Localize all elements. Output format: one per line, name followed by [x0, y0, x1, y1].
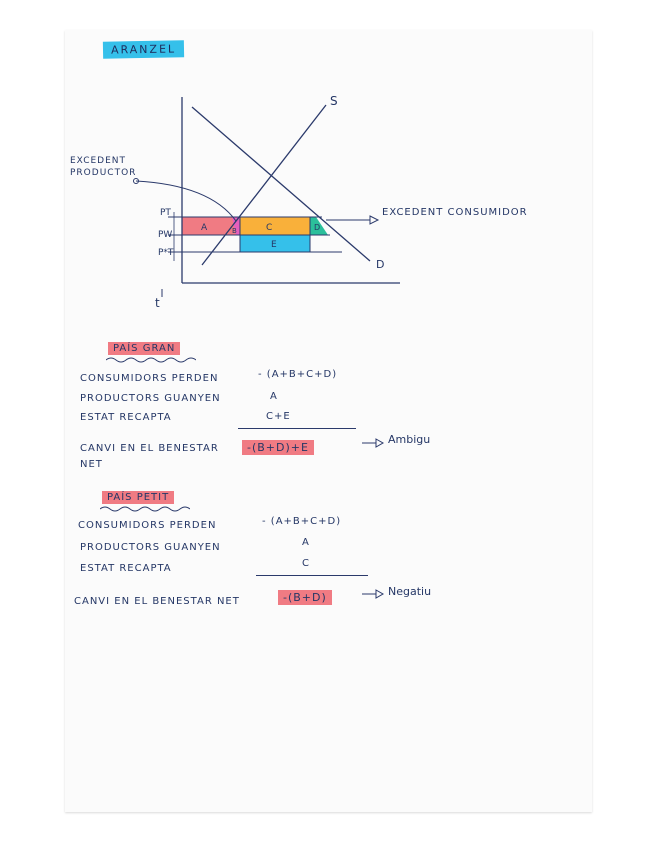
gran-net-note: Ambigu [388, 433, 431, 446]
petit-row-2-label: PRODUCTORS GUANYEN [80, 542, 221, 553]
label-d: D [314, 223, 321, 232]
petit-row-3-value: C [302, 558, 310, 569]
pais-petit-heading: PAÍS PETIT [102, 492, 174, 503]
petit-net-note: Negatiu [388, 585, 432, 598]
gran-row-2-label: PRODUCTORS GUANYEN [80, 393, 221, 404]
squiggle [106, 357, 196, 363]
gran-net-label: CANVI EN EL BENESTAR NET [80, 443, 219, 470]
petit-row-3-label: ESTAT RECAPTA [80, 563, 172, 574]
label-e: E [271, 240, 277, 250]
arrow-icon [362, 589, 384, 599]
area-c [240, 217, 310, 235]
producer-surplus-label-2: PRODUCTOR [70, 168, 137, 178]
axis-t-label: t [155, 296, 160, 310]
gran-row-3-value: C+E [266, 411, 291, 422]
gran-net-value: -(B+D)+E [242, 441, 314, 454]
demand-label: D [376, 258, 385, 271]
petit-row-1-label: CONSUMIDORS PERDEN [78, 520, 217, 531]
supply-label: S [330, 94, 338, 108]
price-pt-star: P*T [158, 248, 174, 258]
consumer-surplus-label: EXCEDENT CONSUMIDOR [382, 207, 528, 218]
sum-line [256, 575, 368, 576]
gran-row-3-label: ESTAT RECAPTA [80, 412, 172, 423]
tariff-graph [60, 85, 590, 315]
label-c: C [266, 223, 273, 233]
petit-row-1-value: - (A+B+C+D) [262, 516, 342, 527]
pais-gran-heading: PAÍS GRAN [108, 343, 180, 354]
gran-row-2-value: A [270, 391, 278, 402]
producer-surplus-label-1: EXCEDENT [70, 156, 127, 166]
petit-net-label: CANVI EN EL BENESTAR NET [74, 596, 240, 607]
label-b: B [232, 227, 237, 235]
title-highlight: ARANZEL [103, 40, 184, 58]
squiggle [100, 506, 190, 512]
sum-line [238, 428, 356, 429]
price-pw: PW [158, 230, 173, 240]
gran-row-1-value: - (A+B+C+D) [258, 369, 338, 380]
gran-row-1-label: CONSUMIDORS PERDEN [80, 373, 219, 384]
petit-row-2-value: A [302, 537, 310, 548]
price-pt: PT [160, 208, 171, 218]
label-a: A [201, 223, 208, 233]
arrow-icon [362, 438, 384, 448]
petit-net-value: -(B+D) [278, 591, 332, 604]
